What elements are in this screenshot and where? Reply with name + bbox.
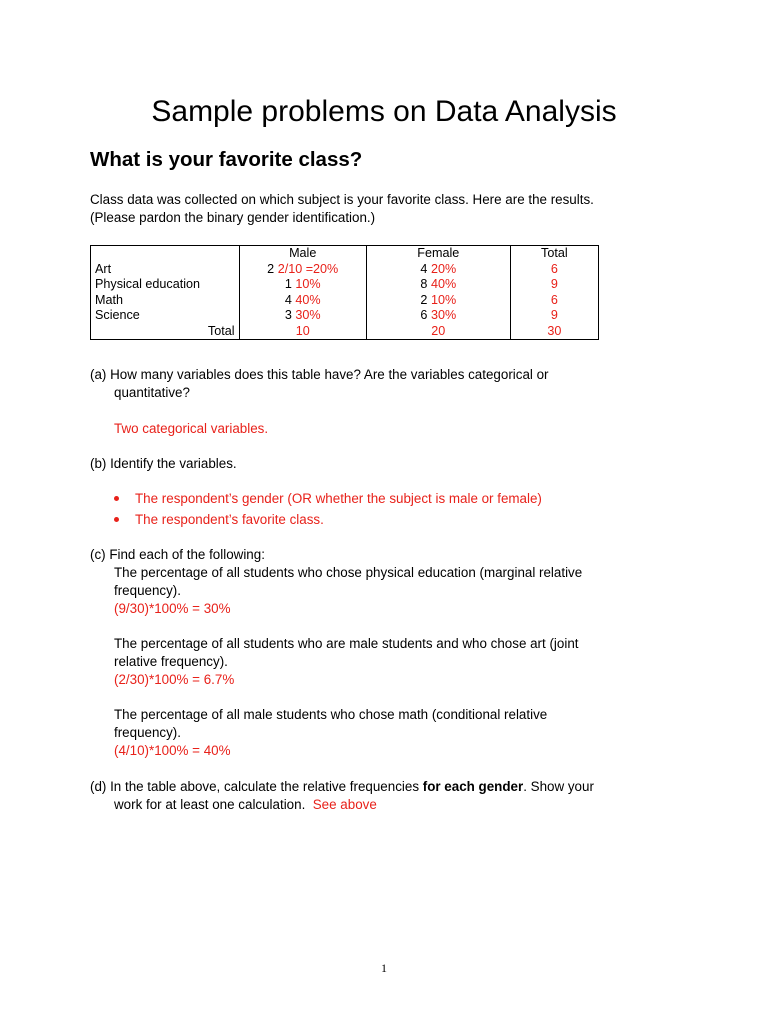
- male-relative-frequency: 10%: [295, 277, 321, 291]
- male-count: 2: [267, 261, 275, 276]
- female-cell: [366, 262, 510, 278]
- female-relative-frequency: 30%: [430, 308, 457, 322]
- table-row: [91, 277, 599, 293]
- question-d-emphasis: for each gender: [422, 779, 524, 794]
- question-a-text-cont: quantitative?: [114, 385, 190, 400]
- female-count: 4: [420, 261, 428, 276]
- row-total: 9: [510, 277, 598, 293]
- female-count: 6: [420, 308, 428, 322]
- part-text-cont: relative frequency).: [114, 654, 228, 669]
- male-count: 1: [284, 277, 292, 291]
- list-item: [90, 488, 690, 509]
- part-answer: (2/30)*100% = 6.7%: [114, 672, 235, 687]
- female-total: 20: [366, 324, 510, 340]
- question-a-text: (a) How many variables does this table have? Are the variables categorical or: [90, 367, 549, 382]
- answer-a: Two categorical variables.: [114, 421, 269, 436]
- header-male: Male: [239, 246, 366, 262]
- male-count: 3: [284, 308, 292, 322]
- part-text: The percentage of all students who chose physical education (marginal relative: [114, 565, 583, 580]
- male-cell: [239, 262, 366, 278]
- table-total-row: [91, 324, 599, 340]
- question-a: [90, 366, 690, 438]
- part-answer: (4/10)*100% = 40%: [114, 743, 231, 758]
- grand-total: 30: [510, 324, 598, 340]
- male-count: 4: [284, 292, 292, 307]
- total-row-label: Total: [91, 324, 240, 340]
- female-cell: [366, 293, 510, 309]
- male-relative-frequency: 2/10 =20%: [277, 261, 339, 276]
- header-total: Total: [510, 246, 598, 262]
- male-relative-frequency: 40%: [295, 292, 321, 307]
- part-text: The percentage of all students who are male students and who chose art (joint: [114, 636, 579, 651]
- row-total: 6: [510, 262, 598, 278]
- row-label: Math: [91, 293, 240, 309]
- answer-b-item: The respondent’s gender (OR whether the subject is male or female): [135, 491, 542, 506]
- male-cell: [239, 293, 366, 309]
- female-cell: [366, 277, 510, 293]
- female-count: 2: [420, 292, 428, 307]
- question-d-pre: (d) In the table above, calculate the relative frequencies: [90, 779, 423, 794]
- row-label: Science: [91, 308, 240, 324]
- question-c-part: [90, 564, 690, 618]
- favorite-class-table: [90, 245, 599, 340]
- row-label: Physical education: [91, 277, 240, 293]
- question-d-line2: work for at least one calculation.: [114, 797, 306, 812]
- male-relative-frequency: 30%: [295, 308, 321, 322]
- page-title: Sample problems on Data Analysis: [151, 95, 617, 128]
- section-heading: What is your favorite class?: [90, 148, 363, 171]
- page-number: 1: [381, 961, 387, 975]
- part-text-cont: frequency).: [114, 725, 181, 740]
- question-d-text: [90, 778, 690, 796]
- answer-d: See above: [312, 797, 377, 812]
- header-corner: [91, 246, 240, 262]
- male-cell: [239, 277, 366, 293]
- list-item: [90, 509, 690, 530]
- question-b: [90, 455, 690, 530]
- male-cell: [239, 308, 366, 324]
- question-d: [90, 778, 690, 814]
- female-relative-frequency: 10%: [430, 292, 457, 307]
- question-c: [90, 546, 690, 760]
- bullet-icon: [114, 517, 119, 522]
- table-row: [91, 293, 599, 309]
- intro-line: Class data was collected on which subject is your favorite class. Here are the results.: [90, 192, 594, 207]
- table-row: [91, 308, 599, 324]
- table-row: [91, 262, 599, 278]
- part-text: The percentage of all male students who chose math (conditional relative: [114, 707, 548, 722]
- header-female: Female: [366, 246, 510, 262]
- part-text-cont: frequency).: [114, 583, 181, 598]
- answer-b-item: The respondent’s favorite class.: [135, 512, 324, 527]
- female-relative-frequency: 40%: [430, 277, 457, 291]
- question-c-text: (c) Find each of the following:: [90, 547, 265, 562]
- question-c-part: [90, 635, 690, 689]
- female-relative-frequency: 20%: [430, 261, 457, 276]
- male-total: 10: [239, 324, 366, 340]
- row-total: 6: [510, 293, 598, 309]
- part-answer: (9/30)*100% = 30%: [114, 601, 231, 616]
- intro-paragraph: [90, 191, 690, 227]
- intro-line: (Please pardon the binary gender identification.): [90, 210, 376, 225]
- question-d-text-cont: [90, 796, 690, 814]
- question-b-text: (b) Identify the variables.: [90, 456, 237, 471]
- female-count: 8: [420, 277, 428, 291]
- answer-b-list: [90, 488, 690, 530]
- row-label: Art: [91, 262, 240, 278]
- table-header-row: [91, 246, 599, 262]
- question-c-part: [90, 706, 690, 760]
- row-total: 9: [510, 308, 598, 324]
- female-cell: [366, 308, 510, 324]
- question-d-post: . Show your: [523, 779, 594, 794]
- bullet-icon: [114, 496, 119, 501]
